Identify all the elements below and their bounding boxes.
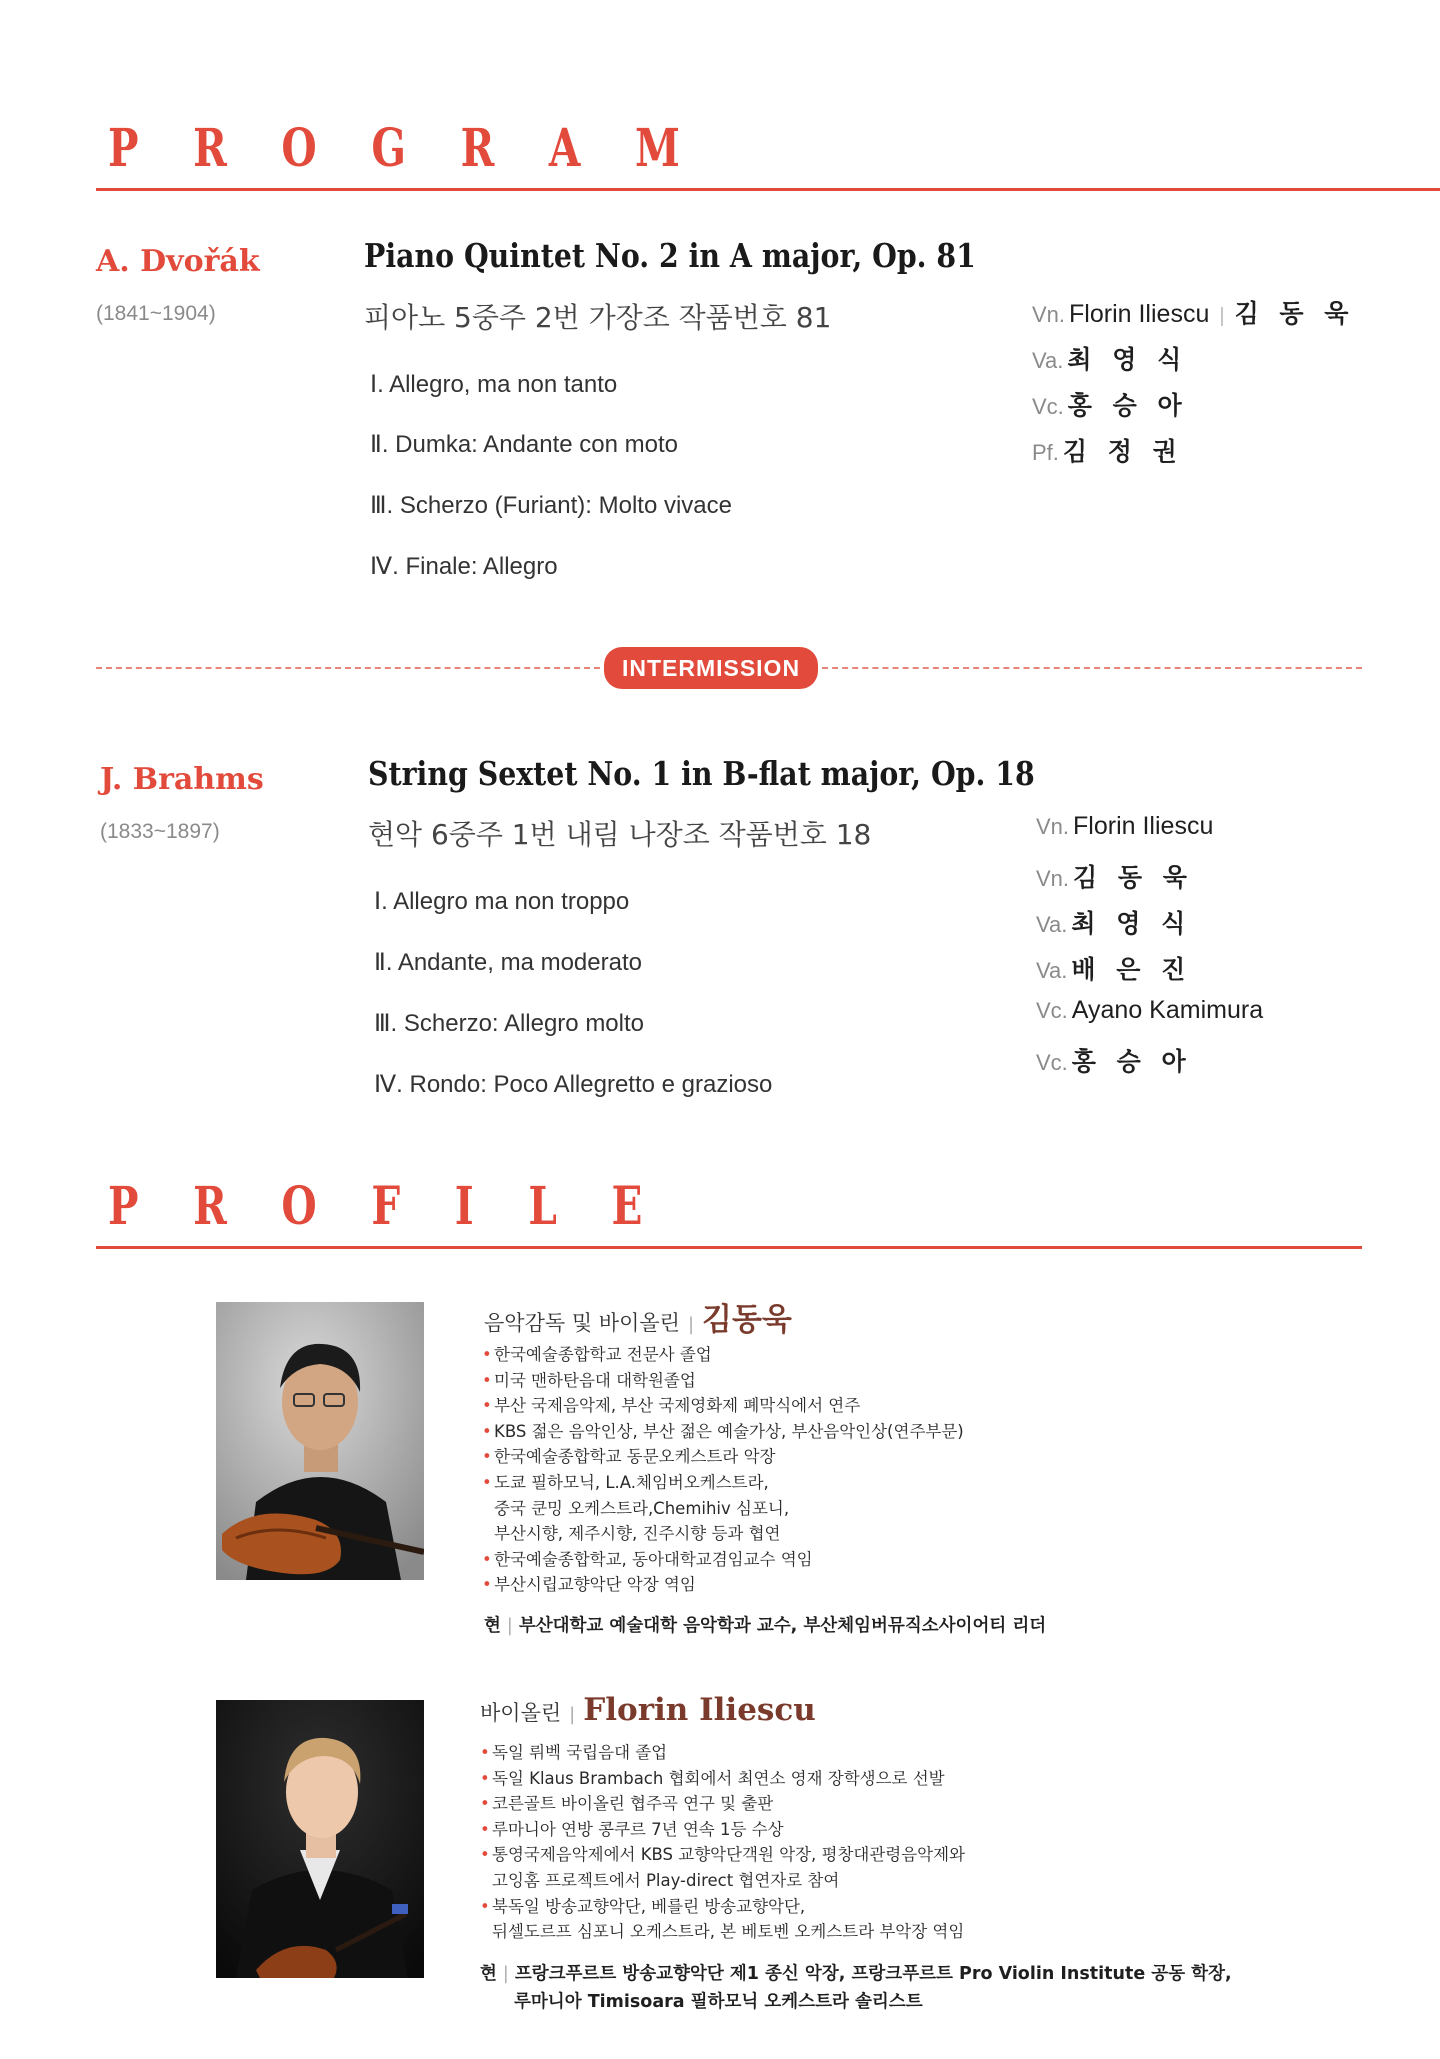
current-text: 부산대학교 예술대학 음악학과 교수, 부산체임버뮤직소사이어티 리더 — [518, 1616, 1047, 1636]
performer-row — [1036, 904, 1191, 940]
heading-letter: P — [108, 118, 139, 179]
heading-letter: I — [454, 1176, 474, 1237]
profile-current-position: 현 | 프랑크푸르트 방송교향악단 제1 종신 악장, 프랑크푸르트 Pro Violin Institute 공동 학장, — [480, 1964, 1232, 1984]
program-rule — [96, 188, 1440, 191]
bio-item: • 부산시립교향악단 악장 역임 — [482, 1575, 696, 1595]
instrument-abbr: Vc. — [1032, 394, 1064, 419]
bio-item: • 코른골트 바이올린 협주곡 연구 및 출판 — [480, 1794, 774, 1814]
profile-rule — [96, 1246, 1362, 1249]
heading-letter: O — [281, 1176, 317, 1237]
current-label: 현 — [480, 1964, 497, 1984]
profile-current-position-cont: 루마니아 Timisoara 필하모닉 오케스트라 솔리스트 — [514, 1992, 923, 2012]
bio-item: • 한국예술종합학교 전문사 졸업 — [482, 1345, 712, 1364]
heading-letter: L — [528, 1176, 557, 1237]
profile-header — [480, 1692, 816, 1728]
performer-name: 홍 승 아 — [1071, 1047, 1192, 1076]
performer-name: Florin Iliescu — [1069, 300, 1210, 328]
heading-letter: F — [371, 1176, 401, 1237]
performer-name: 배 은 진 — [1071, 955, 1192, 984]
movement-item: Ⅲ. Scherzo: Allegro molto — [374, 1010, 644, 1037]
performer-row — [1032, 432, 1183, 468]
instrument-abbr: Va. — [1036, 958, 1068, 983]
work-title-en: String Sextet No. 1 in B-flat major, Op. 18 — [368, 754, 1035, 793]
composer-name: A. Dvořák — [96, 244, 260, 279]
bio-item: • 부산 국제음악제, 부산 국제영화제 폐막식에서 연주 — [482, 1396, 861, 1416]
movement-item: Ⅲ. Scherzo (Furiant): Molto vivace — [370, 492, 732, 519]
bio-item: • 루마니아 연방 콩쿠르 7년 연속 1등 수상 — [480, 1819, 784, 1839]
profile-name: 김동욱 — [702, 1302, 792, 1338]
movement-item: Ⅰ. Allegro, ma non tanto — [370, 371, 618, 398]
current-label: 현 — [484, 1616, 501, 1636]
bio-item: • 한국예술종합학교 동문오케스트라 악장 — [482, 1447, 776, 1467]
bio-item: • 북독일 방송교향악단, 베를린 방송교향악단, 뒤셀도르프 심포니 오케스트라, 본 베토벤 오케스트라 부악장 역임 — [480, 1896, 965, 1942]
profile-role: 음악감독 및 바이올린 — [484, 1311, 680, 1335]
instrument-abbr: Vn. — [1032, 302, 1066, 327]
performer-name: 김 동 욱 — [1073, 863, 1193, 892]
work-title-en: Piano Quintet No. 2 in A major, Op. 81 — [364, 236, 976, 275]
movement-item: Ⅳ. Rondo: Poco Allegretto e grazioso — [374, 1071, 773, 1098]
heading-letter: P — [108, 1176, 139, 1237]
bio-item: • KBS 젊은 음악인상, 부산 젊은 예술가상, 부산음악인상(연주부문) — [482, 1421, 964, 1441]
heading-letter: R — [193, 118, 227, 179]
profile-photo — [216, 1302, 424, 1580]
profile-heading — [108, 1176, 697, 1237]
performer-name: 김 동 욱 — [1234, 299, 1355, 328]
instrument-abbr: Va. — [1032, 348, 1064, 373]
performer-name: Florin Iliescu — [1073, 812, 1214, 840]
performer-row — [1036, 858, 1193, 894]
profile-header — [484, 1294, 792, 1339]
instrument-abbr: Va. — [1036, 912, 1068, 937]
bio-item: • 도쿄 필하모닉, L.A.체임버오케스트라, 중국 쿤밍 오케스트라,Chemihiv 심포니, 부산시향, 제주시향, 진주시향 등과 협연 — [482, 1472, 790, 1544]
profile-name: Florin Iliescu — [583, 1692, 816, 1728]
bio-item: • 한국예술종합학교, 동아대학교겸임교수 역임 — [482, 1549, 813, 1569]
heading-letter: M — [634, 118, 680, 179]
heading-letter: A — [548, 118, 581, 179]
bio-item: • 독일 Klaus Brambach 협회에서 최연소 영재 장학생으로 선발 — [480, 1768, 945, 1788]
performer-row — [1036, 1042, 1192, 1078]
performer-row — [1036, 950, 1191, 986]
separator: | — [1219, 305, 1225, 327]
heading-letter: E — [611, 1176, 643, 1237]
heading-letter: R — [460, 118, 495, 179]
bio-item: • 미국 맨하탄음대 대학원졸업 — [482, 1370, 696, 1390]
portrait-photo-icon — [216, 1302, 424, 1580]
performer-row — [1032, 294, 1354, 330]
bio-item: • 독일 뤼벡 국립음대 졸업 — [480, 1743, 668, 1762]
performer-row — [1036, 996, 1263, 1025]
intermission-divider-right — [822, 667, 1362, 669]
intermission-badge: INTERMISSION — [604, 647, 818, 689]
instrument-abbr: Vc. — [1036, 998, 1068, 1023]
performer-row — [1036, 812, 1213, 841]
performer-row — [1032, 340, 1187, 376]
performer-name: 최 영 식 — [1071, 909, 1192, 938]
bio-item: • 통영국제음악제에서 KBS 교향악단객원 악장, 평창대관령음악제와 고잉홈 프로젝트에서 Play-direct 협연자로 참여 — [480, 1845, 965, 1890]
profile-bio-list — [480, 1740, 965, 1945]
separator: | — [569, 1704, 576, 1725]
heading-letter: G — [371, 118, 406, 179]
portrait-photo-icon — [216, 1700, 424, 1978]
profile-bio-list — [482, 1342, 964, 1598]
movement-item: Ⅰ. Allegro ma non troppo — [374, 888, 630, 915]
intermission-divider-left — [96, 667, 600, 669]
work-title-ko: 피아노 5중주 2번 가장조 작품번호 81 — [364, 301, 832, 334]
separator: | — [687, 1314, 695, 1335]
program-heading — [108, 118, 734, 179]
movement-item: Ⅱ. Andante, ma moderato — [374, 949, 642, 976]
performer-name: 최 영 식 — [1067, 345, 1188, 374]
composer-years: (1833~1897) — [100, 820, 220, 843]
heading-letter: O — [281, 118, 317, 179]
performer-name: Ayano Kamimura — [1071, 996, 1264, 1024]
profile-current-position: 현 | 부산대학교 예술대학 음악학과 교수, 부산체임버뮤직소사이어티 리더 — [484, 1616, 1047, 1636]
performer-name: 홍 승 아 — [1067, 391, 1188, 420]
movement-item: Ⅳ. Finale: Allegro — [370, 553, 558, 580]
profile-role: 바이올린 — [480, 1701, 562, 1725]
work-title-ko: 현악 6중주 1번 내림 나장조 작품번호 18 — [368, 818, 872, 851]
current-text: 프랑크푸르트 방송교향악단 제1 종신 악장, 프랑크푸르트 Pro Violin Institute 공동 학장, — [514, 1964, 1232, 1984]
instrument-abbr: Vn. — [1036, 866, 1070, 891]
instrument-abbr: Vn. — [1036, 814, 1070, 839]
profile-photo — [216, 1700, 424, 1978]
instrument-abbr: Pf. — [1032, 440, 1059, 465]
composer-name: J. Brahms — [100, 762, 264, 797]
movement-item: Ⅱ. Dumka: Andante con moto — [370, 431, 678, 458]
instrument-abbr: Vc. — [1036, 1050, 1068, 1075]
composer-years: (1841~1904) — [96, 302, 216, 325]
performer-name: 김 정 권 — [1062, 437, 1183, 466]
performer-row — [1032, 386, 1188, 422]
heading-letter: R — [193, 1176, 227, 1237]
